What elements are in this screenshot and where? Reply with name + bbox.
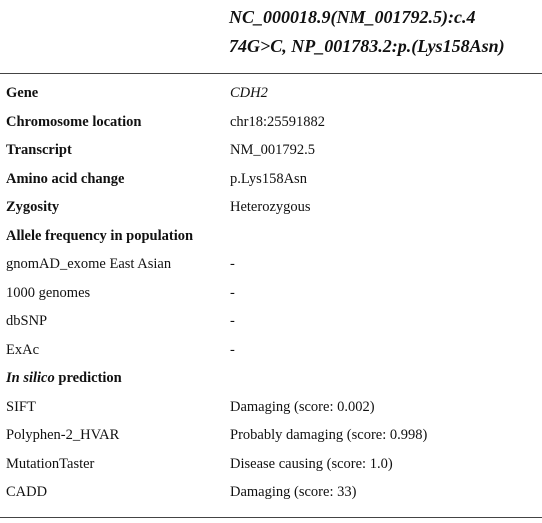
section-label xyxy=(6,364,122,393)
table-row-transcript xyxy=(0,136,542,165)
row-value: Probably damaging (score: 0.998) xyxy=(230,427,428,443)
table-row-sift xyxy=(0,393,542,422)
row-value: - xyxy=(230,313,235,329)
section-label: Allele frequency in population xyxy=(6,227,194,244)
row-value: CDH2 xyxy=(230,85,268,101)
variant-header-line-1: NC_000018.9(NM_001792.5):c.4 xyxy=(229,7,476,27)
variant-header-line-2: 74G>C, NP_001783.2:p.(Lys158Asn) xyxy=(229,36,505,56)
table-row-mutationtaster xyxy=(0,450,542,479)
table-bottom-rule xyxy=(0,517,542,518)
row-label: gnomAD_exome East Asian xyxy=(6,256,172,272)
row-label: ExAc xyxy=(6,341,40,358)
table-row-gene xyxy=(0,79,542,108)
row-label: Polyphen-2_HVAR xyxy=(6,427,120,443)
row-value: Disease causing (score: 1.0) xyxy=(230,455,393,472)
row-value: - xyxy=(230,341,235,358)
row-label: Chromosome location xyxy=(6,113,142,130)
table-row-1000-genomes xyxy=(0,279,542,308)
row-value: Damaging (score: 0.002) xyxy=(230,398,375,415)
row-value: p.Lys158Asn xyxy=(230,170,307,187)
row-value: - xyxy=(230,256,235,272)
row-value: NM_001792.5 xyxy=(230,142,315,158)
table-row-chromosome-location xyxy=(0,108,542,137)
row-value: Heterozygous xyxy=(230,199,311,215)
row-value: Damaging (score: 33) xyxy=(230,484,357,500)
row-label: 1000 genomes xyxy=(6,284,91,301)
table-section-allele-frequency xyxy=(0,222,542,251)
row-label: Amino acid change xyxy=(6,170,125,187)
table-row-polyphen xyxy=(0,421,542,450)
row-value: - xyxy=(230,284,235,301)
row-value: chr18:25591882 xyxy=(230,113,326,130)
table-row-dbsnp xyxy=(0,307,542,336)
row-label: MutationTaster xyxy=(6,455,95,472)
table-row-gnomad xyxy=(0,250,542,279)
table-row-exac xyxy=(0,336,542,365)
row-label: SIFT xyxy=(6,398,36,415)
row-label: Transcript xyxy=(6,142,72,158)
variant-header xyxy=(229,0,542,61)
table-section-in-silico-prediction xyxy=(0,364,542,393)
table-row-cadd xyxy=(0,478,542,507)
table-row-zygosity xyxy=(0,193,542,222)
section-label-rest: prediction xyxy=(54,370,122,386)
section-label-italic: In silico xyxy=(6,370,55,386)
row-label: Zygosity xyxy=(6,199,60,215)
table-top-rule xyxy=(0,73,542,74)
row-label: Gene xyxy=(6,85,39,101)
row-label: dbSNP xyxy=(6,313,48,329)
table-row-amino-acid-change xyxy=(0,165,542,194)
row-label: CADD xyxy=(6,484,48,500)
